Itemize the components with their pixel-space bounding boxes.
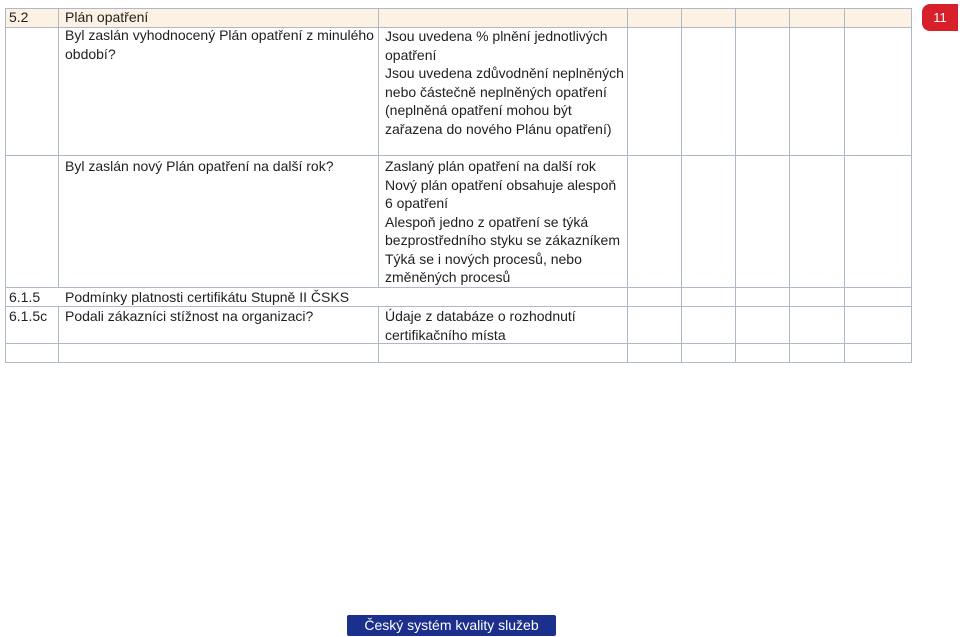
criteria-text: Alespoň jedno z opatření se týká [385,213,589,230]
section-title: Plán opatření [65,9,149,25]
criteria-text: Nový plán opatření obsahuje alespoň [385,176,617,193]
page-number-badge: 11 [922,4,958,31]
section-number: 6.1.5 [9,289,41,305]
grid-line [911,8,912,363]
criteria-text: změněných procesů [385,269,511,285]
criteria-text: Zaslaný plán opatření na další rok [385,158,596,174]
criteria-text: certifikačního místa [385,326,506,343]
footer-brand-bar [347,615,556,636]
section-number: 5.2 [9,9,29,25]
criteria-text: bezprostředního styku se zákazníkem [385,232,621,248]
grid-line [5,362,912,363]
grid-line [844,8,845,363]
question-text: Byl zaslán nový Plán opatření na další rok? [65,158,334,174]
section-number: 6.1.5c [9,308,48,324]
criteria-text: zařazena do nového Plánu opatření) [385,120,612,137]
grid-line [681,8,682,363]
criteria-text: Jsou uvedena zdůvodnění neplněných [385,65,624,81]
grid-line [5,8,6,363]
question-text: období? [65,45,116,62]
grid-line [378,8,379,287]
grid-line [735,8,736,363]
criteria-text: Údaje z databáze o rozhodnutí [385,308,576,324]
question-text: Byl zaslán vyhodnocený Plán opatření z minulého [65,27,374,43]
criteria-text: Jsou uvedena % plnění jednotlivých [385,28,608,44]
grid-line [58,8,59,287]
grid-line [378,306,379,363]
footer-label: Český systém kvality služeb [364,617,539,633]
grid-line [789,8,790,363]
grid-line [627,8,628,363]
criteria-text: 6 opatření [385,195,449,211]
criteria-text: (neplněná opatření mohou být [385,102,572,118]
criteria-text: opatření [385,46,437,63]
criteria-text: nebo částečně neplněných opatření [385,83,607,100]
grid-line [5,155,912,156]
grid-line [58,306,59,363]
criteria-text: Týká se i nových procesů, nebo [385,250,582,267]
question-text: Podali zákazníci stížnost na organizaci? [65,308,314,324]
section-title: Podmínky platnosti certifikátu Stupně II ČSKS [65,289,350,305]
